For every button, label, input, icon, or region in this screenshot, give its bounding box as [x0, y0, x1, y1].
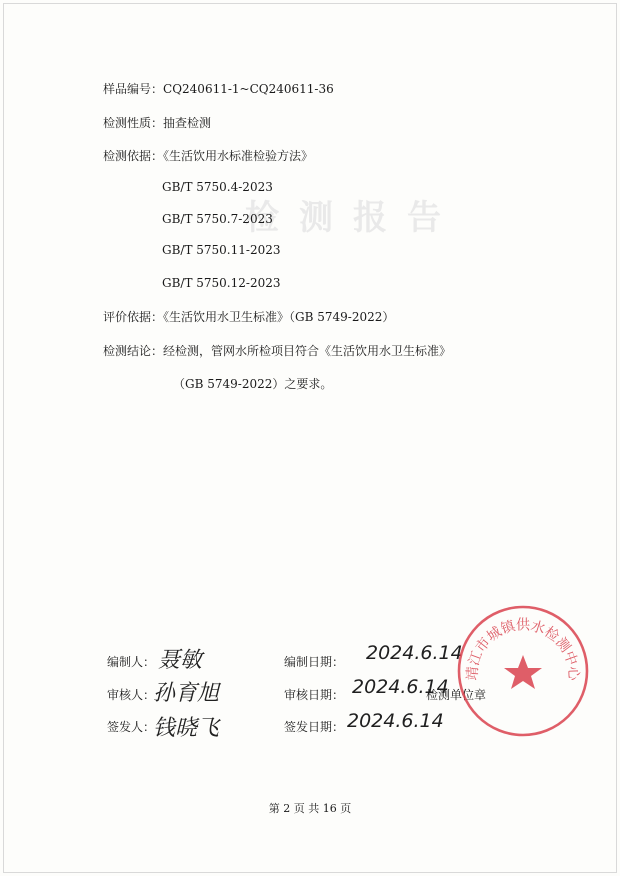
- test-basis-label: 检测依据：: [103, 149, 164, 163]
- standard-item: GB/T 5750.12-2023: [162, 276, 281, 290]
- approved-by-label: 签发人：: [107, 720, 156, 734]
- official-seal-stamp: [455, 603, 591, 739]
- conclusion-text: 经检测，管网水所检项目符合《生活饮用水卫生标准》: [163, 344, 452, 358]
- approved-date-label: 签发日期：: [284, 720, 345, 734]
- page-footer: 第 2 页 共 16 页: [268, 802, 352, 815]
- evaluation-basis-label: 评价依据：: [103, 310, 164, 324]
- stamp-arc-text: 靖江市城镇供水检测中心: [464, 617, 582, 681]
- standard-item: GB/T 5750.4-2023: [162, 180, 273, 194]
- page-border: [3, 3, 617, 873]
- test-nature-label: 检测性质：: [103, 116, 164, 130]
- approved-by-signature: 钱晓飞: [153, 716, 220, 741]
- reviewed-by-label: 审核人：: [107, 688, 156, 702]
- testing-unit-seal-label: 检测单位章: [426, 688, 487, 702]
- test-basis-value: 《生活饮用水标准检验方法》: [163, 149, 314, 163]
- prepared-date-handwritten: 2024.6.14: [366, 642, 463, 664]
- evaluation-basis-value: 《生活饮用水卫生标准》（GB 5749-2022）: [163, 310, 395, 324]
- reviewed-by-signature: 孙育旭: [153, 681, 220, 706]
- standard-item: GB/T 5750.7-2023: [162, 212, 273, 226]
- evaluation-basis-line: [103, 308, 394, 325]
- sample-number-line: [103, 80, 334, 97]
- sample-number-value: CQ240611-1~CQ240611-36: [163, 82, 334, 96]
- conclusion-continuation: （GB 5749-2022）之要求。: [173, 377, 333, 391]
- approved-date-handwritten: 2024.6.14: [347, 710, 444, 732]
- test-basis-line: [103, 147, 313, 164]
- reviewed-date-label: 审核日期：: [284, 688, 345, 702]
- prepared-by-label: 编制人：: [107, 655, 156, 669]
- prepared-date-label: 编制日期：: [284, 655, 345, 669]
- reviewed-date-handwritten: 2024.6.14: [352, 676, 449, 698]
- standard-item: GB/T 5750.11-2023: [162, 243, 281, 257]
- conclusion-line: [103, 342, 451, 359]
- prepared-by-signature: 聂敏: [158, 648, 203, 673]
- test-nature-value: 抽查检测: [163, 116, 212, 130]
- test-nature-line: [103, 114, 211, 131]
- conclusion-label: 检测结论：: [103, 344, 164, 358]
- show-through-title: 检测报告: [245, 198, 461, 238]
- sample-number-label: 样品编号：: [103, 82, 164, 96]
- stamp-star-icon: [504, 655, 542, 689]
